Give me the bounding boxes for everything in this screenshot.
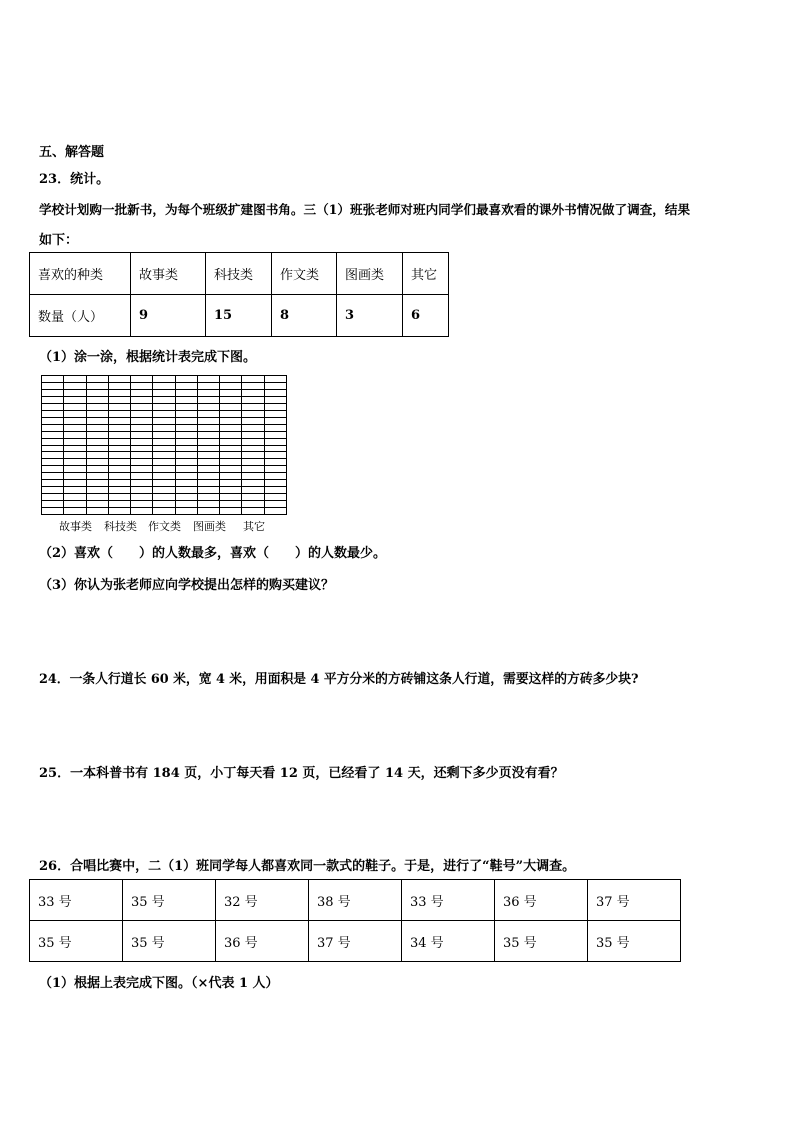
- table-cell: 33 号: [402, 880, 495, 921]
- section-title: 五、解答题: [39, 145, 105, 160]
- table-cell: 故事类: [131, 253, 206, 295]
- table-row: [30, 880, 681, 921]
- table-cell: 35 号: [30, 921, 123, 962]
- table-cell: 9: [131, 295, 206, 337]
- chart-x-label: 其它: [243, 520, 265, 533]
- chart-x-label: 作文类: [148, 520, 181, 533]
- table-cell: 3: [337, 295, 403, 337]
- table-cell: 数量（人）: [30, 295, 131, 337]
- table-cell: 15: [206, 295, 272, 337]
- table-cell: 35 号: [123, 880, 216, 921]
- q24-text: 24．一条人行道长 60 米，宽 4 米，用面积是 4 平方分米的方砖铺这条人行道，需要这样的方砖多少块?: [39, 672, 639, 687]
- table-cell: 38 号: [309, 880, 402, 921]
- table-cell: 6: [403, 295, 449, 337]
- table-cell: 37 号: [309, 921, 402, 962]
- table-cell: 35 号: [123, 921, 216, 962]
- q26-sub1: （1）根据上表完成下图。（×代表 1 人）: [39, 976, 279, 991]
- q26-title: 26．合唱比赛中，二（1）班同学每人都喜欢同一款式的鞋子。于是，进行了“鞋号”大调查。: [39, 859, 576, 874]
- table-cell: 作文类: [272, 253, 337, 295]
- q23-sub3: （3）你认为张老师应向学校提出怎样的购买建议？: [39, 578, 335, 593]
- q23-stats-table: [29, 252, 449, 337]
- table-cell: 36 号: [495, 880, 588, 921]
- table-cell: 8: [272, 295, 337, 337]
- table-cell: 36 号: [216, 921, 309, 962]
- q26-shoe-size-table: [29, 879, 681, 962]
- q23-title: 23．统计。: [39, 172, 110, 187]
- table-cell: 35 号: [588, 921, 681, 962]
- q23-text-line2: 如下：: [39, 233, 79, 248]
- table-cell: 37 号: [588, 880, 681, 921]
- table-cell: 34 号: [402, 921, 495, 962]
- chart-x-label: 图画类: [193, 520, 226, 533]
- q23-table-count-row: [30, 295, 449, 337]
- table-cell: 32 号: [216, 880, 309, 921]
- chart-x-label: 科技类: [104, 520, 137, 533]
- blank-bar-chart-grid: [41, 375, 287, 515]
- table-cell: 其它: [403, 253, 449, 295]
- table-row: [30, 921, 681, 962]
- table-cell: 图画类: [337, 253, 403, 295]
- table-cell: 35 号: [495, 921, 588, 962]
- q23-table-header-row: [30, 253, 449, 295]
- q25-text: 25．一本科普书有 184 页，小丁每天看 12 页，已经看了 14 天，还剩下多少页没有看？: [39, 766, 564, 781]
- table-cell: 33 号: [30, 880, 123, 921]
- q23-sub1: （1）涂一涂，根据统计表完成下图。: [39, 350, 257, 365]
- table-cell: 科技类: [206, 253, 272, 295]
- q23-text-line1: 学校计划购一批新书，为每个班级扩建图书角。三（1）班张老师对班内同学们最喜欢看的课外书情况做了调查，结果: [39, 202, 691, 217]
- table-cell: 喜欢的种类: [30, 253, 131, 295]
- chart-x-label: 故事类: [59, 520, 92, 533]
- q23-sub2: （2）喜欢（ ）的人数最多，喜欢（ ）的人数最少。: [39, 546, 387, 561]
